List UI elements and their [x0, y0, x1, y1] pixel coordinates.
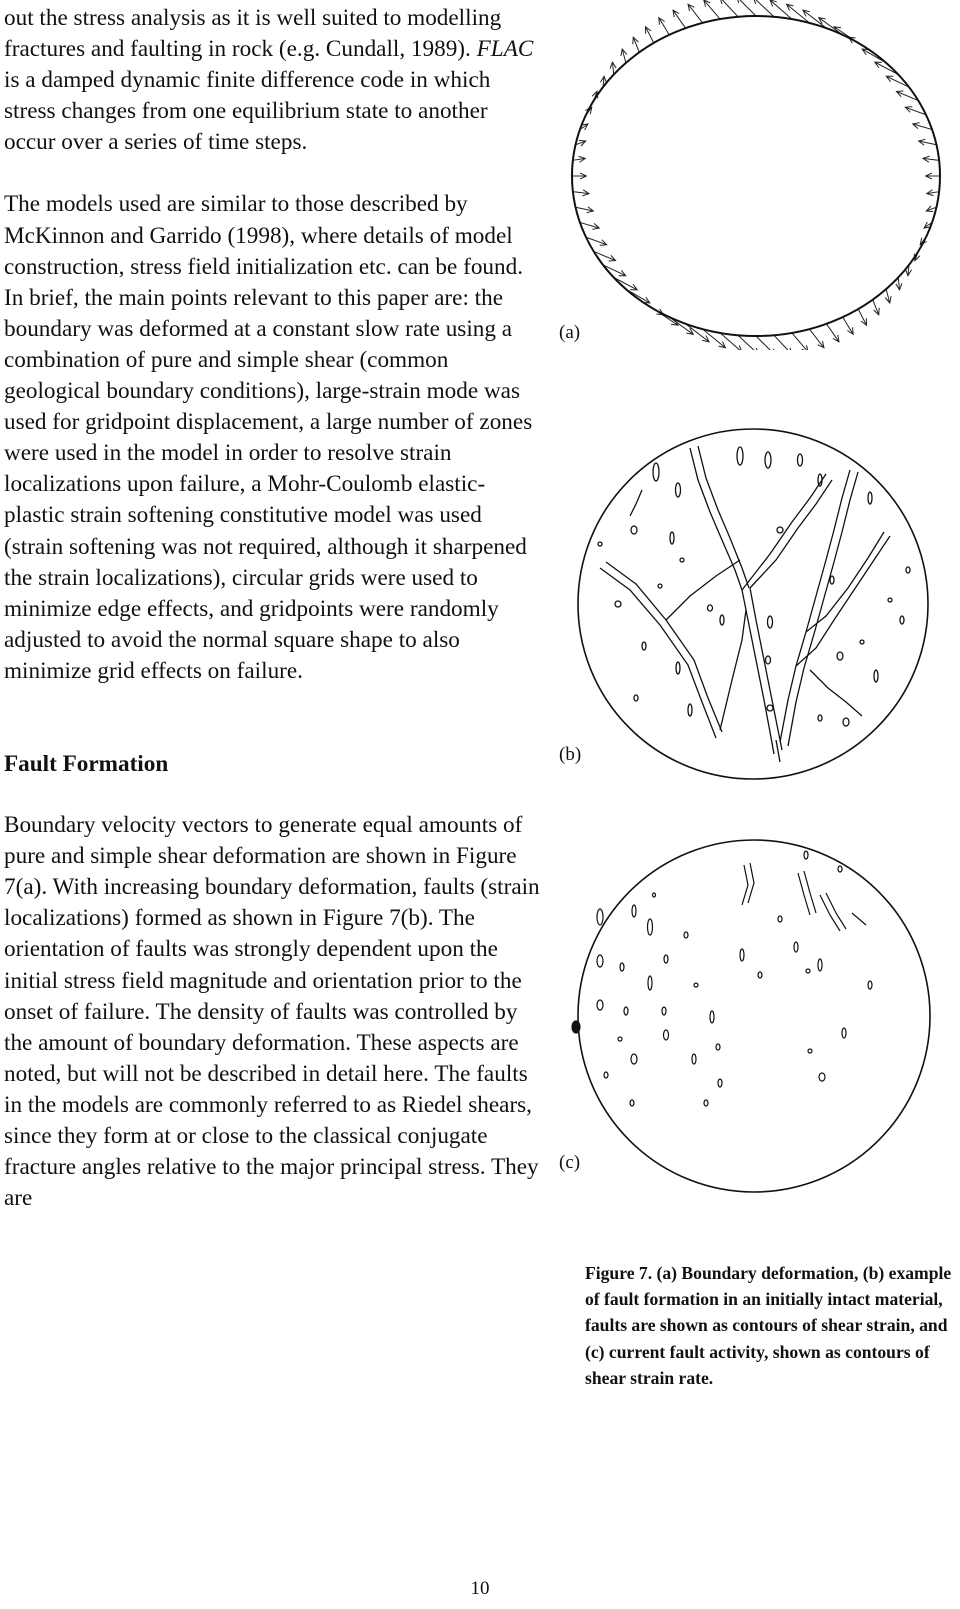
boundary-velocity-vectors [572, 0, 940, 350]
velocity-vector [659, 18, 669, 35]
velocity-vector [858, 309, 866, 325]
section-heading: Fault Formation [4, 750, 169, 777]
velocity-vector [738, 335, 759, 350]
velocity-arrowhead [847, 327, 853, 334]
paragraph-3: Boundary velocity vectors to generate equal amounts of pure and simple shear deformation are shown in Figure 7(a). With increasing boundary deformation, faults (strain localizations) formed as shown in Figure 7(b). The orientation of faults was strongly dependent upon the initial stress field magnitude and orientation prior to the onset of failure. The density of faults was controlled by the amount of boundary deformation. These aspects are noted, but will not be described in detail here. The faults in the models are commonly referred to as Riedel shears, since they form at or close to the classical conjugate fracture angles relative to the major principal stress. They are [4, 812, 540, 1212]
text-column [4, 3, 544, 1214]
page-number: 10 [470, 1578, 490, 1599]
velocity-vector [843, 317, 853, 334]
velocity-vector [826, 324, 839, 342]
velocity-vector [720, 0, 738, 17]
figure-label-c: (c) [559, 1152, 581, 1173]
figure-caption: Figure 7. (a) Boundary deformation, (b) example of fault formation in an initially intact material, faults are shown as contours of shear strain, and (c) current fault activity, shown as contours of shear strain rate. [585, 1263, 952, 1388]
velocity-vector [704, 0, 720, 19]
figure-label-a: (a) [559, 322, 581, 343]
boundary-circle [572, 16, 940, 336]
velocity-vector [646, 27, 654, 43]
shear-strain-contours [598, 446, 910, 762]
paragraph-1 [4, 3, 544, 158]
velocity-vector [756, 336, 776, 350]
paragraph-1-text-a: out the stress analysis as it is well suited to modelling fractures and faulting in rock (e.g. Cundall, 1989). [4, 5, 502, 63]
model-boundary-circle [578, 840, 930, 1192]
figure-7a-boundary-deformation [540, 0, 960, 350]
velocity-vector [809, 329, 824, 348]
velocity-vector [803, 10, 826, 28]
flac-italic: FLAC [476, 36, 534, 63]
velocity-arrowhead [833, 335, 839, 342]
figure-7c-fault-activity [570, 835, 940, 1205]
velocity-vector [737, 0, 757, 16]
velocity-vector [686, 324, 709, 342]
paragraph-2: The models used are similar to those described by McKinnon and Garrido (1998), where details of model construction, stress field initialization etc. can be found. In brief, the main points relevant to this paper are: the boundary was deformed at a constant slow rate using a combination of pure and simple shear (common geological boundary conditions), large-strain mode was used for gridpoint displacement, a large number of zones were used in the model in order to resolve strain localizations upon failure, a Mohr-Coulomb elastic-plastic strain softening constitutive model was used (strain softening was not required, although it sharpened the strain localizations), circular grids were used to minimize edge effects, and gridpoints were randomly adjusted to avoid the normal square shape to also minimize grid effects on failure. [4, 191, 533, 684]
velocity-arrowhead [673, 10, 679, 17]
figure-label-b: (b) [559, 744, 582, 765]
paragraph-1-text-b: is a damped dynamic finite difference code in which stress changes from one equilibrium state to another occur over a series of time steps. [4, 67, 491, 156]
shear-strain-rate-contours [572, 851, 872, 1106]
figure-7b-fault-formation [570, 420, 940, 790]
velocity-vector [792, 333, 808, 350]
velocity-vector [774, 335, 792, 350]
velocity-vector [688, 4, 703, 23]
velocity-arrowhead [659, 18, 665, 25]
velocity-vector [673, 10, 686, 28]
